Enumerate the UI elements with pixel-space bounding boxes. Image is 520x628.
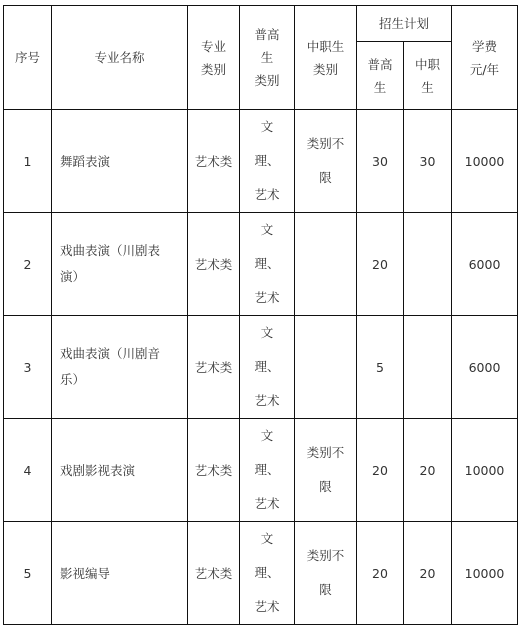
cell-gh-category — [240, 522, 295, 625]
cell-voc-category — [295, 110, 357, 213]
cell-gh-category — [240, 110, 295, 213]
header-major-name: 专业名称 — [52, 6, 188, 110]
cell-gh-line: 理、 — [254, 462, 280, 477]
cell-gh-line: 文 — [260, 325, 274, 340]
cell-category: 艺术类 — [188, 316, 240, 419]
cell-category: 艺术类 — [188, 522, 240, 625]
cell-voc-line: 类别不 — [306, 445, 345, 460]
cell-plan-vocational: 20 — [404, 419, 452, 522]
cell-plan-general: 30 — [357, 110, 404, 213]
cell-plan-general: 20 — [357, 419, 404, 522]
cell-seq: 5 — [4, 522, 52, 625]
cell-plan-vocational: 30 — [404, 110, 452, 213]
header-major-category-line: 类别 — [200, 61, 226, 77]
header-row-1 — [4, 6, 518, 42]
cell-major-name: 戏剧影视表演 — [52, 419, 188, 522]
table-row — [4, 110, 518, 213]
header-vocational-category — [295, 6, 357, 110]
cell-tuition: 6000 — [452, 316, 518, 419]
cell-gh-line: 艺术 — [254, 393, 280, 408]
cell-gh-line: 文 — [260, 531, 274, 546]
cell-plan-general: 20 — [357, 522, 404, 625]
header-major-category-line: 专业 — [200, 38, 226, 54]
cell-voc-line: 限 — [319, 170, 332, 185]
header-plan-general — [357, 42, 404, 110]
cell-major-name — [52, 316, 188, 419]
cell-voc-line: 限 — [319, 582, 332, 597]
header-gh-line: 普高 — [254, 27, 280, 42]
cell-voc-category — [295, 522, 357, 625]
cell-gh-category — [240, 213, 295, 316]
cell-major-name-line: 戏曲表演（川剧表 — [60, 243, 161, 258]
header-gh-line: 类别 — [254, 73, 280, 88]
header-plan-vocational — [404, 42, 452, 110]
header-enrollment-plan: 招生计划 — [357, 6, 452, 42]
cell-voc-category — [295, 213, 357, 316]
header-voc-line: 中职生 — [306, 38, 345, 54]
cell-major-name-line: 乐） — [60, 372, 86, 387]
cell-gh-line: 理、 — [254, 359, 280, 374]
cell-seq: 1 — [4, 110, 52, 213]
header-voc-line: 类别 — [312, 61, 338, 77]
cell-gh-line: 文 — [260, 428, 274, 443]
header-tuition-line: 学费 — [472, 38, 498, 54]
cell-major-name-line: 演） — [60, 269, 86, 284]
cell-plan-general: 20 — [357, 213, 404, 316]
cell-major-name: 影视编导 — [52, 522, 188, 625]
cell-major-name-line: 戏曲表演（川剧音 — [60, 346, 161, 361]
cell-gh-line: 艺术 — [254, 290, 280, 305]
cell-category: 艺术类 — [188, 110, 240, 213]
header-plan-vocational-line: 生 — [421, 79, 434, 95]
header-seq: 序号 — [4, 6, 52, 110]
cell-tuition: 6000 — [452, 213, 518, 316]
header-tuition-line: 元/年 — [469, 61, 500, 77]
header-major-category — [188, 6, 240, 110]
cell-gh-line: 理、 — [254, 565, 280, 580]
cell-seq: 2 — [4, 213, 52, 316]
header-gh-line: 生 — [260, 50, 274, 65]
cell-gh-line: 理、 — [254, 153, 280, 168]
cell-gh-category — [240, 316, 295, 419]
cell-gh-category — [240, 419, 295, 522]
cell-tuition: 10000 — [452, 419, 518, 522]
cell-category: 艺术类 — [188, 419, 240, 522]
cell-tuition: 10000 — [452, 110, 518, 213]
table-row — [4, 419, 518, 522]
header-plan-vocational-line: 中职 — [415, 56, 441, 72]
cell-seq: 3 — [4, 316, 52, 419]
cell-voc-line: 限 — [319, 479, 332, 494]
table-row — [4, 213, 518, 316]
header-plan-general-line: 生 — [373, 79, 387, 95]
cell-major-name — [52, 213, 188, 316]
header-general-hs-category — [240, 6, 295, 110]
admissions-table — [3, 5, 518, 625]
header-tuition — [452, 6, 518, 110]
cell-plan-vocational — [404, 213, 452, 316]
cell-gh-line: 艺术 — [254, 496, 280, 511]
cell-voc-category — [295, 316, 357, 419]
cell-gh-line: 文 — [260, 119, 274, 134]
table-row — [4, 522, 518, 625]
cell-category: 艺术类 — [188, 213, 240, 316]
cell-seq: 4 — [4, 419, 52, 522]
cell-plan-general: 5 — [357, 316, 404, 419]
cell-voc-line: 类别不 — [306, 136, 345, 151]
cell-gh-line: 艺术 — [254, 187, 280, 202]
cell-voc-line: 类别不 — [306, 548, 345, 563]
cell-plan-vocational — [404, 316, 452, 419]
cell-gh-line: 艺术 — [254, 599, 280, 614]
cell-gh-line: 文 — [260, 222, 274, 237]
cell-major-name: 舞蹈表演 — [52, 110, 188, 213]
cell-tuition: 10000 — [452, 522, 518, 625]
cell-plan-vocational: 20 — [404, 522, 452, 625]
cell-gh-line: 理、 — [254, 256, 280, 271]
header-plan-general-line: 普高 — [367, 56, 393, 72]
cell-voc-category — [295, 419, 357, 522]
table-row — [4, 316, 518, 419]
